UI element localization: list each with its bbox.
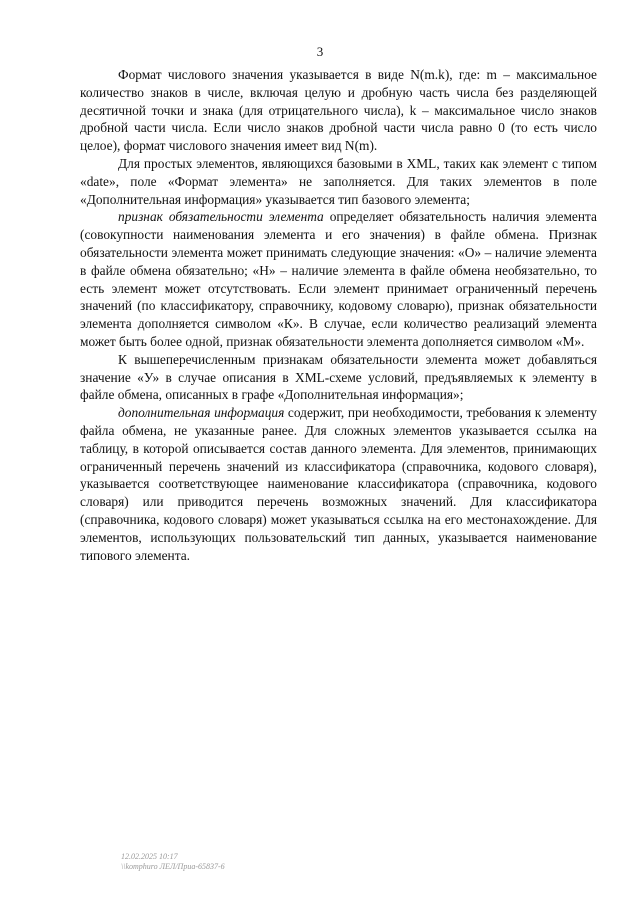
paragraph-text: Формат числового значения указывается в виде N(m.k), где: m – максимальное количество знаков в числе, включая целую и дробную часть числа без разделяющей десятичной точки и знака (для отрицательного числа), k – максимальное число знаков дробной части числа. Если число знаков дробной части числа равно 0 (то есть число целое), формат числового значения имеет вид N(m). [80, 67, 597, 154]
page-number: 3 [316, 44, 324, 59]
term-additional-info: дополнительная информация [118, 405, 285, 421]
paragraph-number-format [80, 66, 597, 155]
paragraph-required-flag [80, 208, 597, 350]
body-text [80, 66, 597, 564]
paragraph-text: содержит, при необходимости, требования к элементу файла обмена, не указанные ранее. Для сложных элементов указывается ссылка на таблицу, в которой описывается состав данного элемента. Для элементов, принимающих ограниченный перечень значений из классификатора (справочника, кодового словаря), указывается соответствующее наименование классификатора (справочника, кодового словаря) или приводится перечень возможных значений. Для классификатора (справочника, кодового словаря) может указываться ссылка на его местонахождение. Для элементов, использующих пользовательский тип данных, указывается наименование типового элемента. [80, 405, 597, 563]
paragraph-additional-value [80, 351, 597, 404]
paragraph-text: К вышеперечисленным признакам обязательности элемента может добавляться значение «У» в случае описания в XML-схеме условий, предъявляемых к элементу в файле обмена, описанных в графе «Дополнительная информация»; [80, 351, 597, 403]
footer-stamp [121, 852, 225, 872]
footer-timestamp: 12.02.2025 10:17 [121, 852, 178, 861]
term-required-flag: признак обязательности элемента [118, 209, 324, 225]
paragraph-text: определяет обязательность наличия элемента (совокупности наименования элемента и его значения) в файле обмена. Признак обязательности элемента может принимать следующие значения: «О» – наличие элемента в файле обмена обязательно; «Н» – наличие элемента в файле обмена необязательно, то есть элемент может отсутствовать. Если элемент принимает ограниченный перечень значений (по классификатору, справочнику, кодовому словарю), признак обязательности элемента дополняется символом «К». В случае, если количество реализаций элемента может быть более одной, признак обязательности элемента дополняется символом «М». [80, 209, 597, 349]
paragraph-simple-elements [80, 155, 597, 208]
footer-file-path: \\komphuro ЛЕЛ/Приа-65837-6 [121, 862, 225, 871]
paragraph-additional-info [80, 404, 597, 564]
paragraph-text: Для простых элементов, являющихся базовыми в XML, таких как элемент с типом «date», поле «Формат элемента» не заполняется. Для таких элементов в поле «Дополнительная информация» указывается тип базового элемента; [80, 155, 597, 207]
